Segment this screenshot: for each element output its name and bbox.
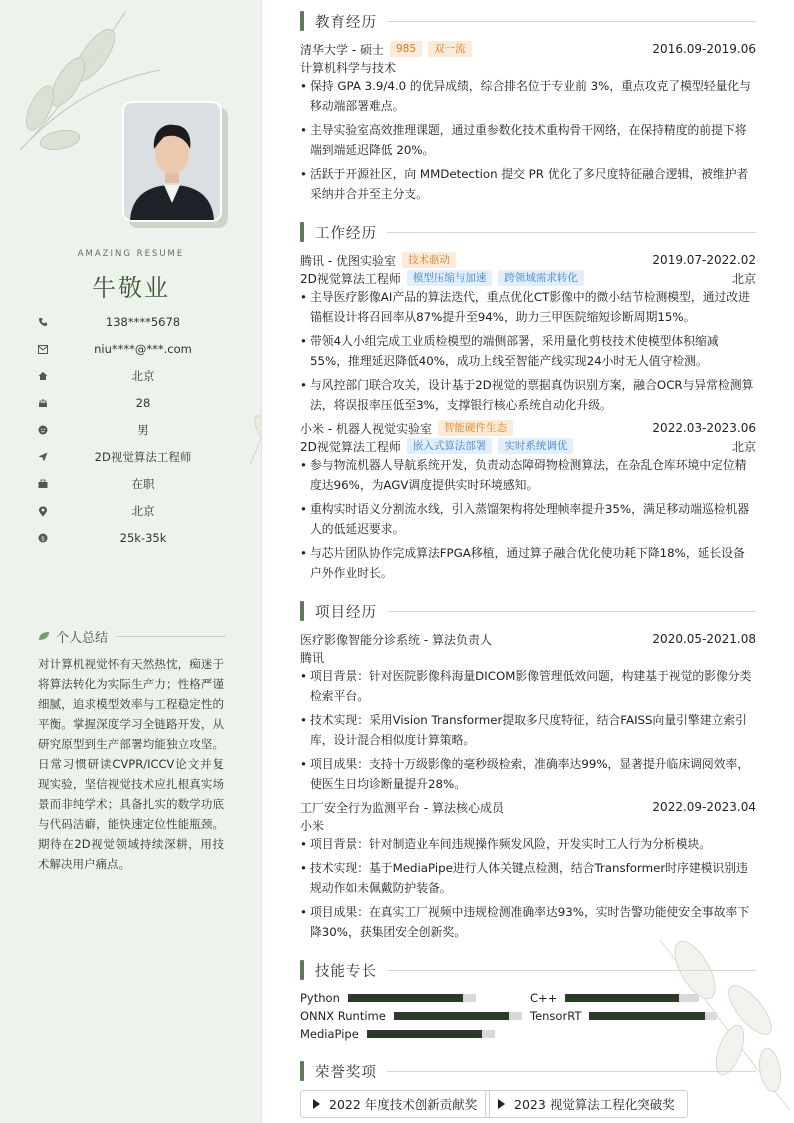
info-email	[36, 339, 236, 359]
info-status	[36, 474, 236, 494]
info-location	[36, 501, 236, 521]
skill-bar	[367, 1030, 495, 1038]
svg-text:$: $	[40, 534, 46, 543]
section-title: 技能专长	[315, 963, 377, 980]
tag-badge: 实时系统调优	[498, 438, 573, 454]
skill-name: Python	[300, 991, 340, 1005]
skill-level-fill	[565, 994, 679, 1002]
summary-heading	[38, 627, 226, 646]
date-range: 2016.09-2019.06	[652, 42, 756, 56]
tag-badge: 技术驱动	[402, 252, 456, 268]
info-salary	[36, 528, 236, 548]
award-badge	[300, 1090, 490, 1118]
skill-bar	[565, 994, 699, 1002]
section-title: 工作经历	[315, 225, 377, 242]
skill-onnx	[300, 1008, 522, 1024]
skill-tensorrt	[530, 1008, 717, 1024]
project-org	[300, 648, 756, 666]
bullet-item: • 项目成果：在真实工厂视频中违规检测准确率达93%，实时告警功能使安全事故率下降30%，获集团安全创新奖。	[300, 902, 756, 942]
send-icon	[36, 452, 50, 462]
person-name: 牛敬业	[92, 274, 170, 302]
summary-title: 个人总结	[56, 631, 109, 646]
school-name: 清华大学 - 硕士	[300, 42, 384, 57]
skill-python	[300, 990, 476, 1006]
avatar	[122, 101, 222, 222]
profile-photo	[122, 101, 222, 222]
project-header	[300, 630, 756, 648]
play-icon	[498, 1099, 505, 1109]
major-text: 计算机科学与技术	[300, 60, 397, 75]
info-value: 2D视觉算法工程师	[94, 450, 192, 464]
tag-badge: 跨领域需求转化	[498, 270, 584, 286]
education-header	[300, 40, 756, 58]
project-header	[300, 798, 756, 816]
bullet-item: • 与风控部门联合攻关，设计基于2D视觉的票据真伪识别方案，融合OCR与异常检测算法，将误报率压低至3%，支撑银行核心系统自动化升级。	[300, 375, 756, 415]
mail-icon	[36, 345, 50, 354]
info-value: 男	[137, 423, 149, 437]
skill-name: C++	[530, 991, 558, 1005]
skill-level-fill	[394, 1012, 509, 1020]
project-org	[300, 816, 756, 834]
date-range: 2020.05-2021.08	[652, 632, 756, 646]
play-icon	[313, 1099, 320, 1109]
org-name: 腾讯	[300, 650, 325, 665]
project-name: 医疗影像智能分诊系统 - 算法负责人	[300, 632, 492, 647]
info-value: 28	[135, 396, 151, 410]
info-value: 北京	[131, 369, 155, 383]
skill-level-fill	[589, 1012, 704, 1020]
info-value: 在职	[131, 477, 155, 491]
company-name: 腾讯 - 优图实验室	[300, 253, 396, 268]
info-hometown	[36, 366, 236, 386]
person-icon	[36, 425, 50, 435]
tag-badge: 985	[390, 41, 422, 57]
skill-mediapipe	[300, 1026, 495, 1042]
tag-badge: 双一流	[428, 41, 472, 57]
position-name: 2D视觉算法工程师	[300, 271, 401, 286]
tag-badge: 嵌入式算法部署	[407, 438, 493, 454]
skill-level-fill	[367, 1030, 482, 1038]
info-age	[36, 393, 236, 413]
home-icon	[36, 371, 50, 381]
project-name: 工厂安全行为监测平台 - 算法核心成员	[300, 800, 504, 815]
bullet-item: • 项目成果：支持十万级影像的毫秒级检索，准确率达99%，显著提升临床调阅效率，使医生日均诊断量提升28%。	[300, 754, 756, 794]
briefcase-icon	[36, 479, 50, 489]
skill-name: TensorRT	[530, 1009, 582, 1023]
city: 北京	[731, 271, 756, 286]
job-header	[300, 251, 756, 269]
job-position-row	[300, 269, 756, 287]
skill-cpp	[530, 990, 699, 1006]
job-header	[300, 419, 756, 437]
skill-name: MediaPipe	[300, 1027, 359, 1041]
info-value: 25k-35k	[119, 531, 167, 545]
date-range: 2019.07-2022.02	[652, 253, 756, 267]
location-icon	[36, 506, 50, 517]
section-skills	[300, 959, 756, 981]
info-value: niu****@***.com	[94, 342, 192, 356]
skill-name: ONNX Runtime	[300, 1009, 386, 1023]
bullet-item: • 保持 GPA 3.9/4.0 的优异成绩，综合排名位于专业前 3%，重点攻克了模型轻量化与移动端部署难点。	[300, 76, 756, 116]
info-gender	[36, 420, 236, 440]
skill-bar	[589, 1012, 717, 1020]
bullet-item: • 技术实现：基于MediaPipe进行人体关键点检测，结合Transformer时序建模识别违规动作如未佩戴防护装备。	[300, 858, 756, 898]
skill-bar	[394, 1012, 522, 1020]
sidebar	[0, 0, 262, 1123]
bullet-item: • 项目背景：针对医院影像科海量DICOM影像管理低效问题，构建基于视觉的影像分类检索平台。	[300, 666, 756, 706]
info-value: 北京	[131, 504, 155, 518]
section-title: 荣誉奖项	[315, 1064, 377, 1081]
info-phone	[36, 312, 236, 332]
section-awards	[300, 1060, 756, 1082]
leaf-icon	[38, 630, 50, 644]
bullet-item: • 带领4人小组完成工业质检模型的端侧部署，采用量化剪枝技术使模型体积缩减55%，推理延迟降低40%，成功上线至智能产线实现24小时无人值守检测。	[300, 331, 756, 371]
bullet-item: • 主导医疗影像AI产品的算法迭代，重点优化CT影像中的微小结节检测模型，通过改进锚框设计将召回率从87%提升至94%，助力三甲医院缩短诊断周期15%。	[300, 287, 756, 327]
skill-bar	[348, 994, 476, 1002]
bullet-item: • 重构实时语义分割流水线，引入蒸馏架构将处理帧率提升35%，满足移动端巡检机器人的低延迟要求。	[300, 499, 756, 539]
company-name: 小米 - 机器人视觉实验室	[300, 421, 432, 436]
award-label: 2023 视觉算法工程化突破奖	[514, 1097, 675, 1112]
section-work	[300, 221, 756, 243]
bullet-item: • 与芯片团队协作完成算法FPGA移植，通过算子融合优化使功耗下降18%，延长设备户外作业时长。	[300, 543, 756, 583]
education-major	[300, 58, 756, 76]
section-projects	[300, 600, 756, 622]
org-name: 小米	[300, 818, 325, 833]
info-value: 138****5678	[105, 315, 181, 329]
info-position	[36, 447, 236, 467]
section-title: 项目经历	[315, 604, 377, 621]
award-label: 2022 年度技术创新贡献奖	[329, 1097, 478, 1112]
award-badge	[485, 1090, 688, 1118]
cake-icon	[36, 398, 50, 408]
bullet-item: • 技术实现：采用Vision Transformer提取多尺度特征，结合FAISS向量引擎建立索引库，设计混合相似度计算策略。	[300, 710, 756, 750]
tag-badge: 智能硬件生态	[438, 420, 513, 436]
tag-badge: 模型压缩与加速	[407, 270, 493, 286]
date-range: 2022.09-2023.04	[652, 800, 756, 814]
tagline: AMAZING RESUME	[77, 249, 185, 259]
salary-icon	[36, 533, 50, 543]
job-position-row	[300, 437, 756, 455]
leaf-decoration-icon	[240, 360, 262, 470]
section-education	[300, 10, 756, 32]
section-title: 教育经历	[315, 14, 377, 31]
position-name: 2D视觉算法工程师	[300, 439, 401, 454]
bullet-item: • 活跃于开源社区，向 MMDetection 提交 PR 优化了多尺度特征融合逻辑，被维护者采纳并合并至主分支。	[300, 164, 756, 204]
city: 北京	[731, 439, 756, 454]
bullet-item: • 项目背景：针对制造业车间违规操作频发风险，开发实时工人行为分析模块。	[300, 834, 756, 854]
bullet-item: • 主导实验室高效推理课题，通过重参数化技术重构骨干网络，在保持精度的前提下将端到端延迟降低 20%。	[300, 120, 756, 160]
phone-icon	[36, 317, 50, 327]
date-range: 2022.03-2023.06	[652, 421, 756, 435]
skill-level-fill	[348, 994, 463, 1002]
bullet-item: • 参与物流机器人导航系统开发，负责动态障碍物检测算法，在杂乱仓库环境中定位精度达96%，为AGV调度提供实时环境感知。	[300, 455, 756, 495]
summary-text: 对计算机视觉怀有天然热忱，痴迷于将算法转化为实际生产力；性格严谨细腻，追求模型效率与工程稳定性的平衡。掌握深度学习全链路开发，从研究原型到生产部署均能独立攻坚。日常习惯研读CVPR/ICCV论文并复现实验，坚信视觉技术应扎根真实场景而非纯学术；具备扎实的数学功底与代码洁癖，能快速定位性能瓶颈。期待在2D视觉领域持续深耕，用技术解决用户痛点。	[38, 657, 224, 871]
